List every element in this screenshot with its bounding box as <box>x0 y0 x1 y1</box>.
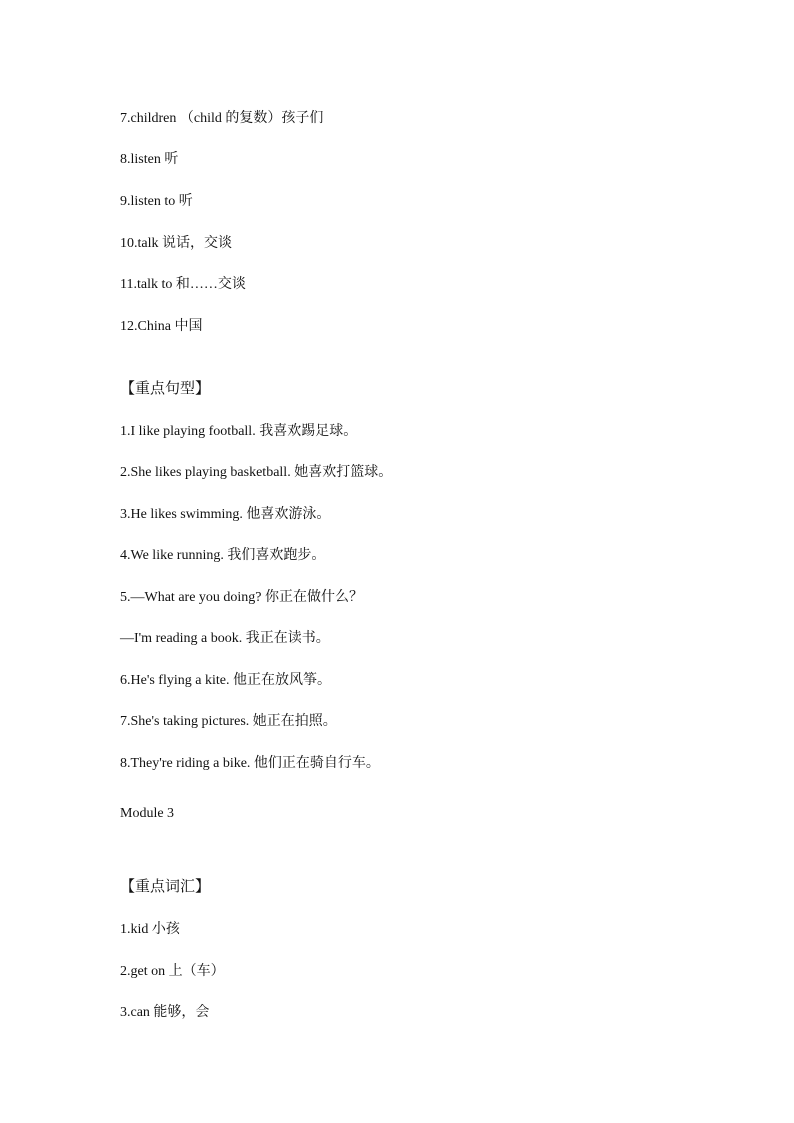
sentence-item: 7.She's taking pictures. 她正在拍照。 <box>120 714 337 729</box>
sentence-item: 1.I like playing football. 我喜欢踢足球。 <box>120 424 358 439</box>
sentence-item: 5.—What are you doing? 你正在做什么？ <box>120 590 364 605</box>
module-title: Module 3 <box>120 806 175 821</box>
vocab-item: 2.get on 上（车） <box>120 964 225 979</box>
sentence-item: 4.We like running. 我们喜欢跑步。 <box>120 548 326 563</box>
sentence-item: 3.He likes swimming. 他喜欢游泳。 <box>120 507 331 522</box>
vocab-item: 7.children （child 的复数）孩子们 <box>120 111 324 126</box>
sentence-item: —I'm reading a book. 我正在读书。 <box>120 631 330 646</box>
vocab-item: 3.can 能够，会 <box>120 1005 210 1020</box>
vocab-item: 1.kid 小孩 <box>120 922 180 937</box>
vocab-item: 12.China 中国 <box>120 319 203 334</box>
sentence-item: 6.He's flying a kite. 他正在放风筝。 <box>120 673 331 688</box>
vocab-item: 10.talk 说话，交谈 <box>120 236 232 251</box>
sentence-item: 8.They're riding a bike. 他们正在骑自行车。 <box>120 756 380 771</box>
vocab-item: 8.listen 听 <box>120 152 179 167</box>
section-heading-vocab: 【重点词汇】 <box>120 879 211 895</box>
sentence-item: 2.She likes playing basketball. 她喜欢打篮球。 <box>120 465 393 480</box>
vocab-item: 9.listen to 听 <box>120 194 193 209</box>
section-heading-sentences: 【重点句型】 <box>120 381 211 397</box>
vocab-item: 11.talk to 和……交谈 <box>120 277 246 292</box>
